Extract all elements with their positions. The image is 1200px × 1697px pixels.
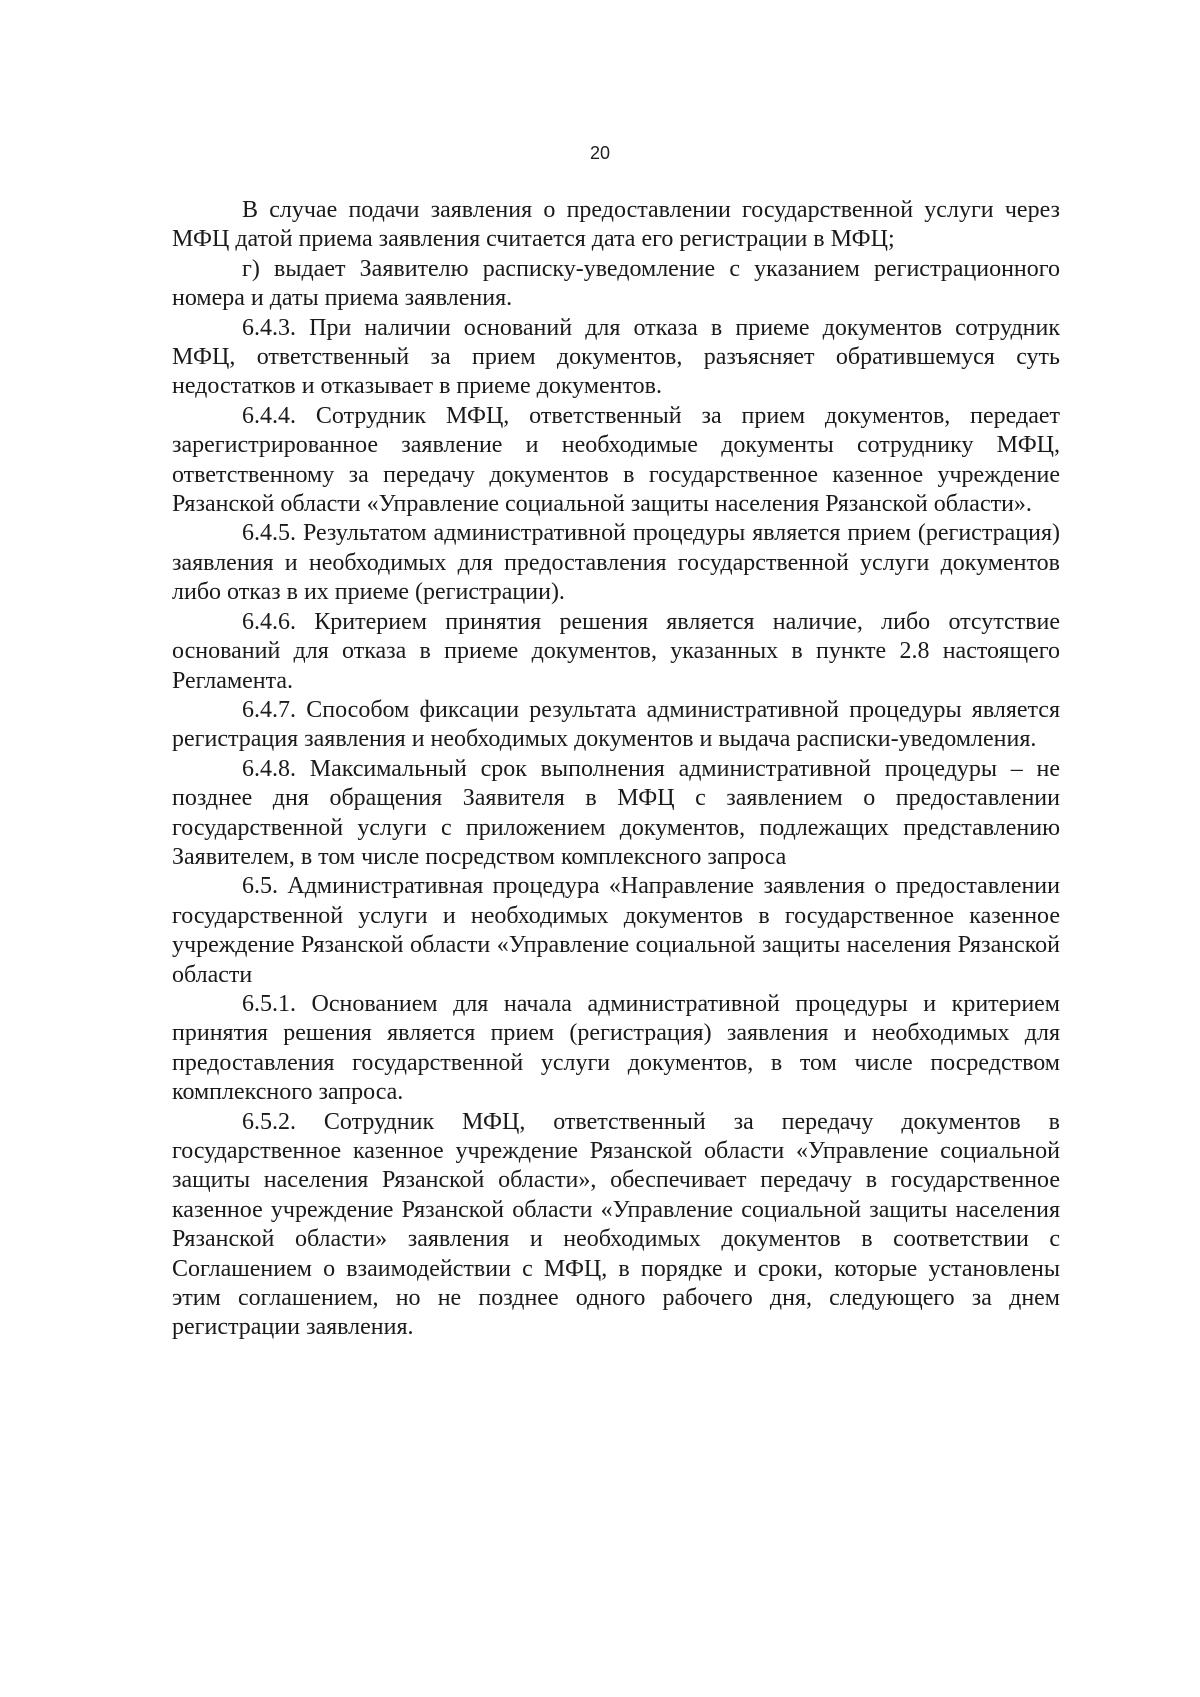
paragraph-6-5: 6.5. Административная процедура «Направление заявления о предоставлении государственной услуги и необходимых документов в государственное казенное учреждение Рязанской области «Управление социальной защиты населения Рязанской области bbox=[172, 873, 1060, 988]
paragraph-mfc-registration-date: В случае подачи заявления о предоставлении государственной услуги через МФЦ датой приема заявления считается дата его регистрации в МФЦ; bbox=[172, 197, 1060, 253]
document-body bbox=[172, 196, 1060, 1343]
paragraph-6-5-1: 6.5.1. Основанием для начала административной процедуры и критерием принятия решения является прием (регистрация) заявления и необходимых для предоставления государственной услуги документов, в том числе посредством комплексного запроса. bbox=[172, 990, 1060, 1106]
paragraph-6-4-7: 6.4.7. Способом фиксации результата административной процедуры является регистрация заявления и необходимых документов и выдача расписки-уведомления. bbox=[172, 696, 1060, 753]
page-number: 20 bbox=[589, 143, 611, 163]
paragraph-6-4-8: 6.4.8. Максимальный срок выполнения административной процедуры – не позднее дня обращения Заявителя в МФЦ с заявлением о предоставлении государственной услуги с приложением документов, подлежащих представлению Заявителем, в том числе посредством комплексного запроса bbox=[172, 755, 1060, 870]
paragraph-6-4-5: 6.4.5. Результатом административной процедуры является прием (регистрация) заявления и необходимых для предоставления государственной услуги документов либо отказ в их приеме (регистрации). bbox=[172, 520, 1060, 606]
paragraph-6-4-6: 6.4.6. Критерием принятия решения является наличие, либо отсутствие оснований для отказа в приеме документов, указанных в пункте 2.8 настоящего Регламента. bbox=[172, 608, 1060, 694]
paragraph-6-5-2: 6.5.2. Сотрудник МФЦ, ответственный за передачу документов в государственное казенное учреждение Рязанской области «Управление социальной защиты населения Рязанской области», обеспечивает передачу в государственное казенное учреждение Рязанской области «Управление социальной защиты населения Рязанской области» заявления и необходимых документов в соответствии с Соглашением о взаимодействии с МФЦ, в порядке и сроки, которые установлены этим соглашением, но не позднее одного рабочего дня, следующего за днем регистрации заявления. bbox=[172, 1108, 1060, 1341]
paragraph-receipt-notice: г) выдает Заявителю расписку-уведомление с указанием регистрационного номера и даты приема заявления. bbox=[172, 255, 1060, 312]
paragraph-6-4-3: 6.4.3. При наличии оснований для отказа в приеме документов сотрудник МФЦ, ответственный за прием документов, разъясняет обратившемуся суть недостатков и отказывает в приеме документов. bbox=[172, 314, 1060, 400]
paragraph-6-4-4: 6.4.4. Сотрудник МФЦ, ответственный за прием документов, передает зарегистрированное заявление и необходимые документы сотруднику МФЦ, ответственному за передачу документов в государственное казенное учреждение Рязанской области «Управление социальной защиты населения Рязанской области». bbox=[172, 402, 1060, 518]
